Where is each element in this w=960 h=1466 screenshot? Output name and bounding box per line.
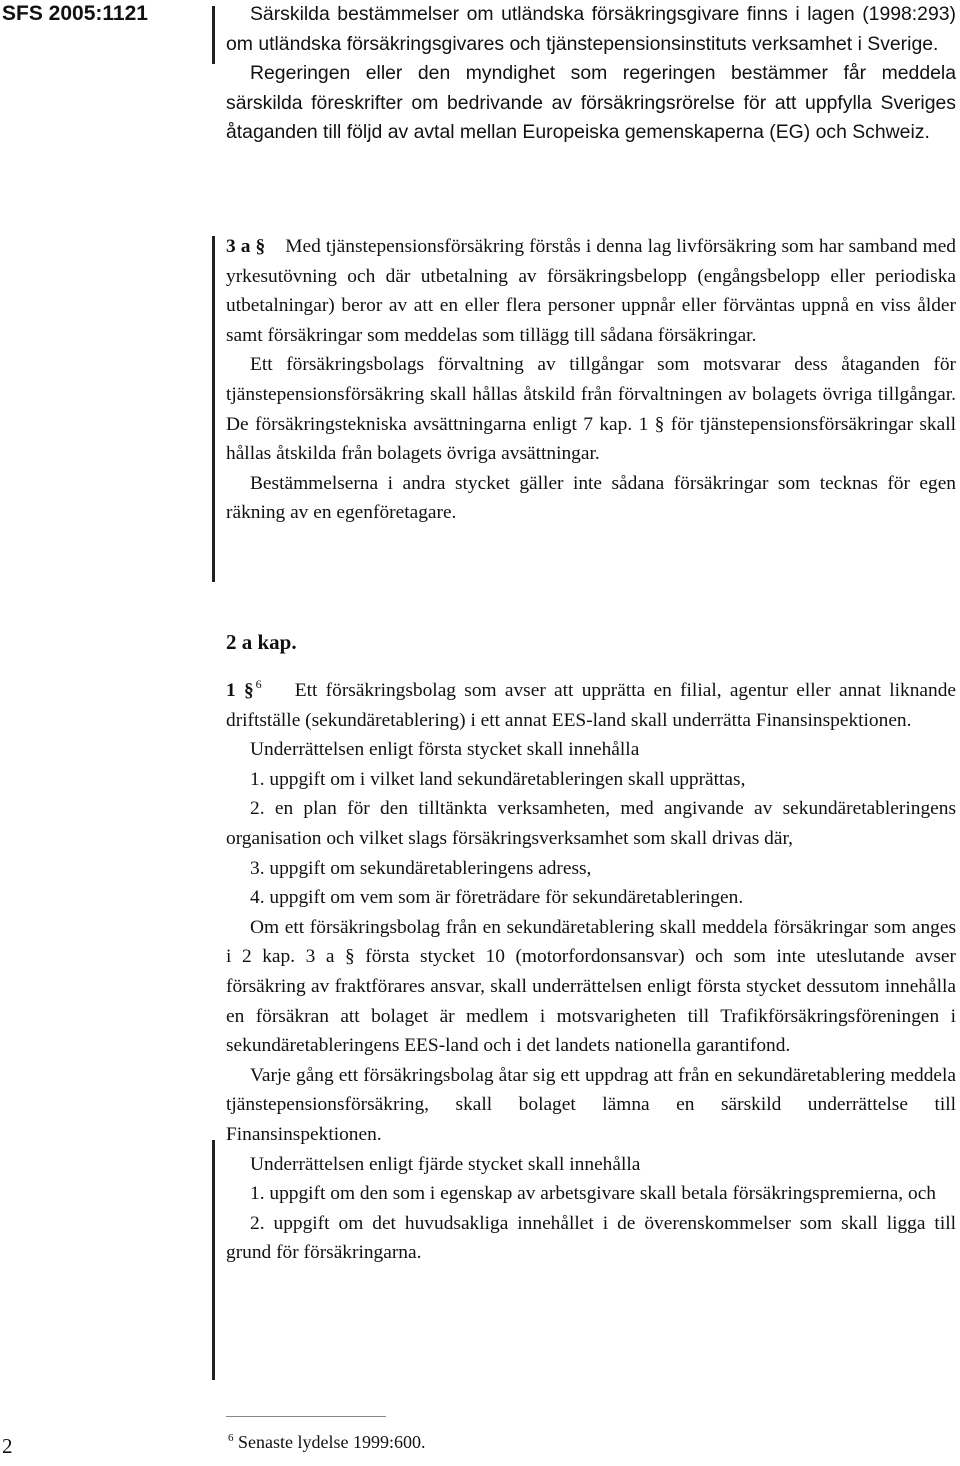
change-bar [212,1140,215,1380]
paragraph: Ett försäkringsbolags förvaltning av tillgångar som motsvarar dess åtaganden för tjänstepensionsförsäkring skall hållas åtskild från förvaltningen av bolagets övriga tillgångar. De försäkringstekniska avsättningarna enligt 7 kap. 1 § för tjänstepensionsförsäkringar skall hållas åtskilda från bolagets övriga avsättningar. [226,354,956,465]
list-item: 2. uppgift om det huvudsakliga innehållet i de överenskommelser som skall ligga till grund för försäkringarna. [226,1212,956,1264]
paragraph-text: Ett försäkringsbolag som avser att upprätta en filial, agentur eller annat liknande driftställe (sekundäretablering) i ett annat EES-land skall underrätta Finansinspektionen. [226,680,956,731]
list-item: 1. uppgift om den som i egenskap av arbetsgivare skall betala försäkringspremierna, och [250,1183,937,1205]
list-item: 4. uppgift om vem som är företrädare för sekundäretableringen. [250,887,744,909]
footnote-divider [226,1416,386,1417]
change-bar [212,236,215,582]
paragraph: Om ett försäkringsbolag från en sekundäretablering skall meddela försäkringar som anges i 2 kap. 3 a § första stycket 10 (motorfordonsansvar) och som inte uteslutande avser försäkring av fraktförares ansvar, skall underrättelsen enligt första stycket dessutom innehålla en försäkran att bolaget är medlem i motsvarigheten till Trafikförsäkringsföreningen i sekundäretableringens EES-land och i det landets nationella garantifond. [226,916,956,1057]
section-number: 1 § [226,680,254,701]
list-item: 1. uppgift om i vilket land sekundäretableringen skall upprättas, [250,768,746,790]
section-number: 3 a § [226,236,266,257]
chapter-heading [226,628,956,659]
section-1 [226,670,956,1268]
paragraph: Bestämmelserna i andra stycket gäller inte sådana försäkringar som tecknas för egen räkning av en egenföretagare. [226,472,956,524]
paragraph: Särskilda bestämmelser om utländska försäkringsgivare finns i lagen (1998:293) om utländska försäkringsgivares och tjänstepensionsinstituts verksamhet i Sverige. [226,3,956,55]
footnote-ref: 6 [255,677,262,691]
chapter-title: 2 a kap. [226,630,297,654]
paragraph: Underrättelsen enligt fjärde stycket skall innehålla [250,1153,641,1175]
list-item: 3. uppgift om sekundäretableringens adress, [250,857,592,879]
section-3a [226,232,956,528]
paragraph: Varje gång ett försäkringsbolag åtar sig ett uppdrag att från en sekundäretablering meddela tjänstepensionsförsäkring, skall bolaget lämna en särskild underrättelse till Finansinspektionen. [226,1064,956,1145]
list-item: 2. en plan för den tilltänkta verksamheten, med angivande av sekundäretableringens organisation och vilket slags försäkringsverksamhet som skall drivas där, [226,798,956,849]
paragraph-text: Med tjänstepensionsförsäkring förstås i denna lag livförsäkring som har samband med yrkesutövning och där utbetalning av försäkringsbelopp (engångsbelopp eller periodiska utbetalningar) beror av att en eller flera personer uppnår eller förväntas uppnå en viss ålder samt försäkringar som meddelas som tillägg till sådana försäkringar. [226,236,956,346]
paragraph: Regeringen eller den myndighet som regeringen bestämmer får meddela särskilda föreskrifter om bedrivande av försäkringsrörelse för att uppfylla Sveriges åtaganden till följd av avtal mellan Europeiska gemenskaperna (EG) och Schweiz. [226,62,956,144]
paragraph: Underrättelsen enligt första stycket skall innehålla [250,739,640,761]
change-bar [212,6,215,64]
sfs-number: SFS 2005:1121 [2,2,148,25]
footnote-number: 6 [228,1432,234,1444]
paragraph [226,670,956,735]
paragraph [226,232,956,350]
page-number: 2 [2,1434,13,1458]
footnote-text: Senaste lydelse 1999:600. [238,1432,426,1452]
intro-section [226,0,956,148]
footnote [228,1432,425,1453]
